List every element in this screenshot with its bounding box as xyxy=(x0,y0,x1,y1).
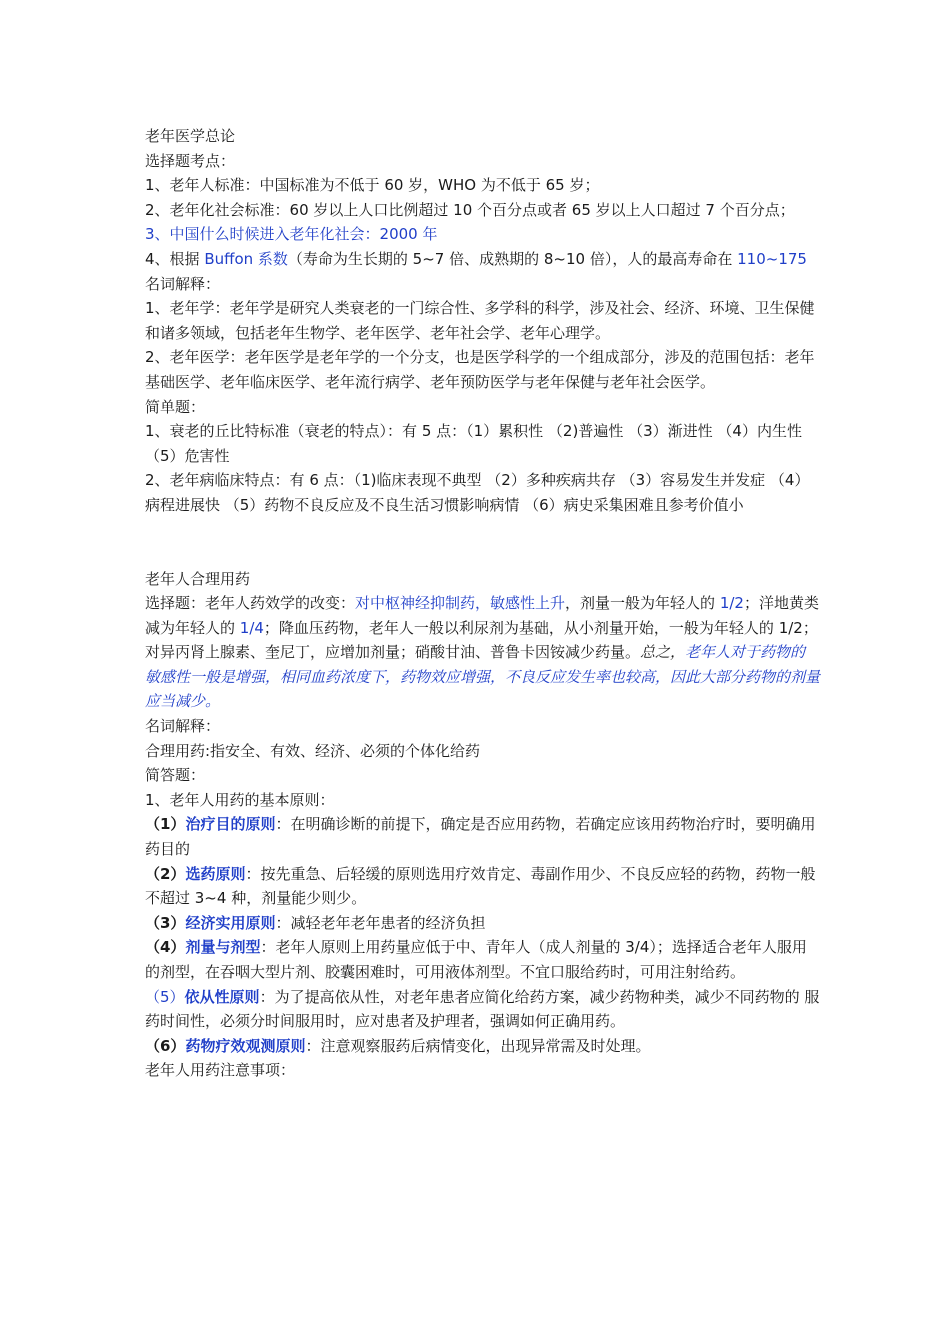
medication-notes-heading: 老年人用药注意事项： xyxy=(145,1061,296,1080)
principle-1 xyxy=(145,812,820,861)
principle-5-name: 依从性原则 xyxy=(184,987,260,1006)
term-geriatrics: 2、老年医学：老年医学是老年学的一个分支，也是医学科学的一个组成部分，涉及的范围包括：老年基础医学、老年临床医学、老年流行病学、老年预防医学与老年保健与老年社会医学。 xyxy=(145,348,815,391)
principle-4-text: ：老年人原则上用药量应低于中、青年人（成人剂量的 3/4）；选择适合老年人服用的剂型，在吞咽大型片剂、胶囊困难时，可用液体剂型。不宜口服给药时，可用注射给药。 xyxy=(145,938,807,981)
principle-2-number: （2） xyxy=(145,864,186,883)
document-page xyxy=(145,124,820,1083)
principle-3-number: （3） xyxy=(145,913,186,932)
short-answer-heading-2: 简答题： xyxy=(145,766,206,785)
dose-quarter-highlight: 1/4 xyxy=(239,618,264,637)
choice-item-2: 2、老年化社会标准：60 岁以上人口比例超过 10 个百分点或者 65 岁以上人口超过 7 个百分点； xyxy=(145,200,795,219)
principle-5-text: ：为了提高依从性，对老年患者应简化给药方案，减少药物种类，减少不同药物的 服药时间性，必须分时间服用时，应对患者及护理者，强调如何正确用药。 xyxy=(145,987,820,1031)
section-spacer xyxy=(145,518,820,567)
short-answer-2: 2、老年病临床特点：有 6 点：（1)临床表现不典型 （2）多种疾病共存 （3）容易发生并发症 （4）病程进展快 （5）药物不良反应及不良生活习惯影响病情 （6）病史采集困难且参考价值小 xyxy=(145,471,810,514)
short-answer-1: 1、衰老的丘比特标准（衰老的特点）：有 5 点：（1）累积性 （2)普遍性 （3）渐进性 （4）内生性 （5）危害性 xyxy=(145,422,802,465)
section-title-rational-drug-use: 老年人合理用药 xyxy=(145,569,251,588)
choice-item-4-text: （寿命为生长期的 5~7 倍、成熟期的 8~10 倍），人的最高寿命在 xyxy=(287,249,733,268)
principle-1-text: ：在明确诊断的前提下，确定是否应用药物，若确定应该用药物治疗时，要明确用药目的 xyxy=(145,815,816,859)
choice-item-4 xyxy=(145,247,820,272)
summary-lead: 总之， xyxy=(640,643,686,662)
choice-heading: 选择题考点： xyxy=(145,151,236,170)
choice-paragraph-text-c: ；降血压药物，老年人一般以利尿剂为基础，从小剂量开始，一般为年轻人的 1/2；对异丙肾上腺素、奎尼丁，应增加剂量；硝酸甘油、普鲁卡因铵减少药量。 xyxy=(145,618,818,662)
max-lifespan: 110~175 xyxy=(737,249,807,268)
principle-5 xyxy=(145,985,820,1034)
choice-item-1: 1、老年人标准：中国标准为不低于 60 岁，WHO 为不低于 65 岁； xyxy=(145,176,600,195)
choice-item-3: 3、中国什么时候进入老年化社会：2000 年 xyxy=(145,225,438,244)
choice-paragraph xyxy=(145,591,820,714)
principle-6-name: 药物疗效观测原则 xyxy=(185,1036,306,1055)
principle-6 xyxy=(145,1034,820,1059)
principle-6-number: （6） xyxy=(145,1036,186,1055)
term-heading-2: 名词解释： xyxy=(145,717,221,736)
short-answer-heading: 简单题： xyxy=(145,397,206,416)
choice-paragraph-text-b: ；洋地黄类减为年轻人的 xyxy=(145,594,819,637)
principle-4 xyxy=(145,935,820,984)
principle-3-name: 经济实用原则 xyxy=(185,913,276,932)
principle-2-name: 选药原则 xyxy=(185,864,246,883)
principle-1-number: （1） xyxy=(145,815,186,834)
principle-4-number: （4） xyxy=(145,938,186,957)
principle-3 xyxy=(145,911,820,936)
principle-1-name: 治疗目的原则 xyxy=(185,815,276,834)
principle-6-text: ：注意观察服药后病情变化，出现异常需及时处理。 xyxy=(305,1036,651,1055)
buffon-coefficient: Buffon 系数 xyxy=(204,249,288,268)
choice-item-4-prefix: 4、根据 xyxy=(145,249,205,268)
term-rational-drug-use: 合理用药:指安全、有效、经济、必须的个体化给药 xyxy=(145,741,481,760)
principle-3-text: ：减轻老年老年患者的经济负担 xyxy=(275,913,486,932)
principle-5-number: （5） xyxy=(145,987,185,1006)
summary-highlight: 老年人对于药物的敏感性一般是增强，相同血药浓度下，药物效应增强，不良反应发生率也较高，因此大部分药物的剂量应当减少。 xyxy=(145,643,821,711)
choice-paragraph-text-a: ，剂量一般为年轻人的 xyxy=(565,594,720,613)
principles-intro: 1、老年人用药的基本原则： xyxy=(145,790,335,809)
term-heading: 名词解释： xyxy=(145,274,221,293)
choice-paragraph-prefix: 选择题：老年人药效学的改变： xyxy=(145,594,356,613)
dose-half-highlight: 1/2 xyxy=(719,594,744,613)
principle-2 xyxy=(145,862,820,911)
cns-sensitivity-highlight: 对中枢神经抑制药，敏感性上升 xyxy=(355,594,566,613)
section-title-geriatrics: 老年医学总论 xyxy=(145,127,236,145)
principle-4-name: 剂量与剂型 xyxy=(185,938,261,957)
term-gerontology: 1、老年学：老年学是研究人类衰老的一门综合性、多学科的科学，涉及社会、经济、环境、卫生保健和诸多领域，包括老年生物学、老年医学、老年社会学、老年心理学。 xyxy=(145,299,815,342)
principle-2-text: ：按先重急、后轻缓的原则选用疗效肯定、毒副作用少、不良反应轻的药物，药物一般不超过 3~4 种，剂量能少则少。 xyxy=(145,864,816,908)
